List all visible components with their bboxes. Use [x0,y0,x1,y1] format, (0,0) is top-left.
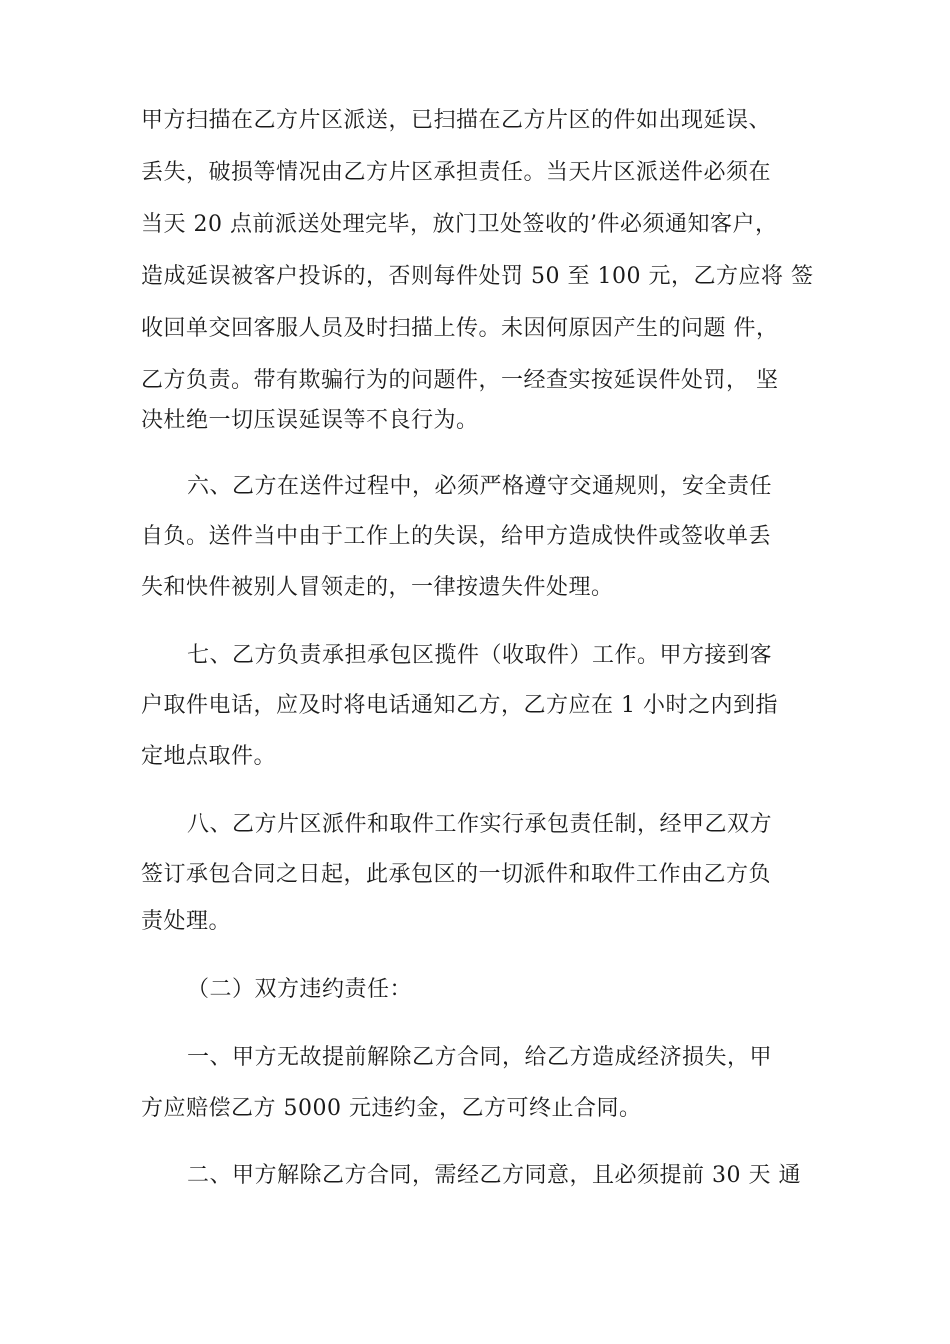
text-line: 定地点取件。 [141,744,277,769]
paragraph-six-first-line: 六、乙方在送件过程中，必须严格遵守交通规则，安全责任 [187,474,773,499]
text-line: 收回单交回客服人员及时扫描上传。未因何原因产生的问题 件， [141,316,779,341]
text-line: 甲方扫描在乙方片区派送，已扫描在乙方片区的件如出现延误、 [141,108,772,133]
text-line: 造成延误被客户投诉的，否则每件处罚 50 至 100 元，乙方应将 签 [141,264,814,289]
paragraph-eight-first-line: 八、乙方片区派件和取件工作实行承包责任制，经甲乙双方 [187,812,773,837]
section-heading: （二）双方违约责任： [187,977,413,1002]
text-line: 方应赔偿乙方 5000 元违约金，乙方可终止合同。 [141,1096,642,1121]
text-line: 当天 20 点前派送处理完毕，放门卫处签收的’件必须通知客户， [141,212,778,237]
text-line: 乙方负责。带有欺骗行为的问题件，一经查实按延误件处罚， 坚 [141,368,779,393]
text-line: 签订承包合同之日起，此承包区的一切派件和取件工作由乙方负 [141,862,772,887]
text-line: 丢失，破损等情况由乙方片区承担责任。当天片区派送件必须在 [141,160,772,185]
text-line: 自负。送件当中由于工作上的失误，给甲方造成快件或签收单丢 [141,524,772,549]
paragraph-seven-first-line: 七、乙方负责承担承包区揽件（收取件）工作。甲方接到客 [187,643,773,668]
text-line: 责处理。 [141,909,232,934]
clause-one-first-line: 一、甲方无故提前解除乙方合同，给乙方造成经济损失，甲 [187,1045,773,1070]
clause-two-first-line: 二、甲方解除乙方合同，需经乙方同意，且必须提前 30 天 通 [187,1163,801,1188]
text-line: 户取件电话，应及时将电话通知乙方，乙方应在 1 小时之内到指 [141,693,778,718]
text-line: 决杜绝一切压误延误等不良行为。 [141,408,479,433]
text-line: 失和快件被别人冒领走的，一律按遗失件处理。 [141,575,614,600]
